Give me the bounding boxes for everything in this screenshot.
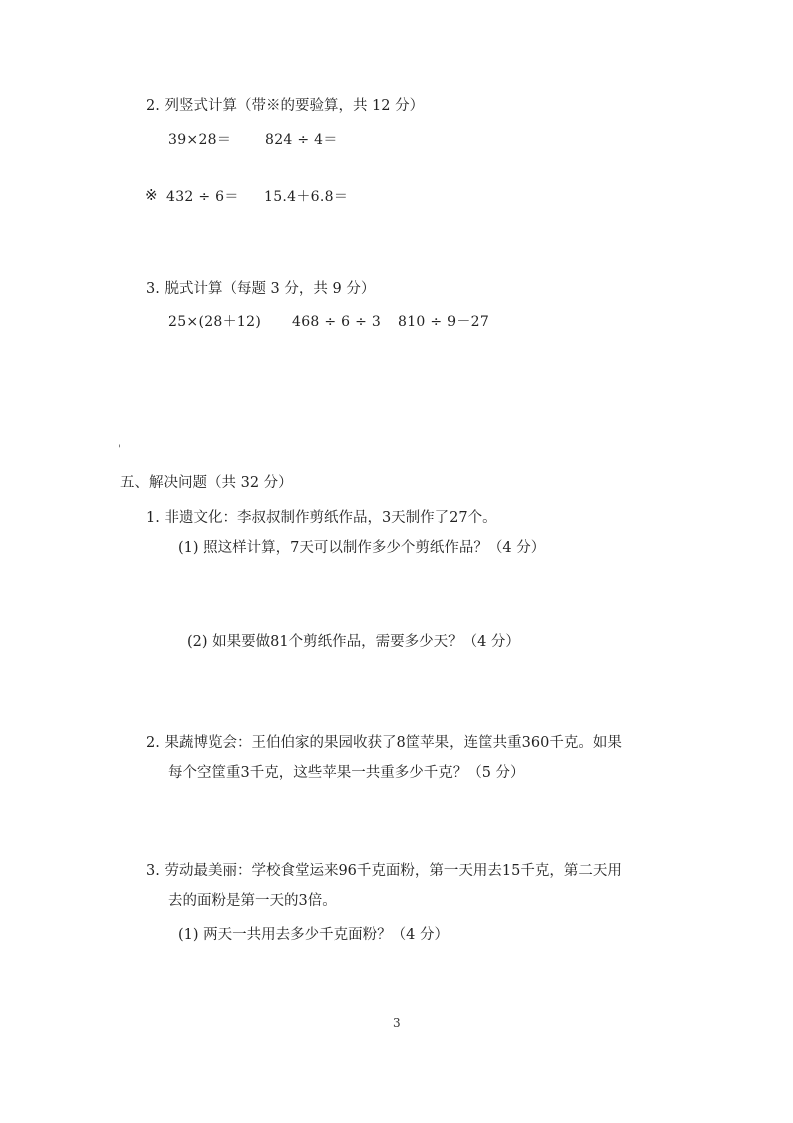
q3-title: 3. 脱式计算（每题 3 分，共 9 分）: [146, 281, 376, 297]
q2-expr-1: 39×28＝: [168, 132, 232, 148]
s5-q3-sub1: (1) 两天一共用去多少千克面粉？（4 分）: [178, 927, 449, 943]
s5-q3-line2: 去的面粉是第一天的3倍。: [168, 893, 337, 909]
q2-title: 2. 列竖式计算（带※的要验算，共 12 分）: [146, 98, 425, 114]
q3-expr-2: 468 ÷ 6 ÷ 3: [292, 314, 382, 330]
stray-mark: ': [118, 444, 121, 455]
q3-expr-1: 25×(28＋12): [168, 314, 262, 330]
q2-expr-3: 432 ÷ 6＝: [166, 189, 239, 205]
verify-mark: ※: [145, 186, 158, 204]
s5-q2-line2: 每个空筐重3千克，这些苹果一共重多少千克？（5 分）: [168, 765, 525, 781]
section5-title: 五、解决问题（共 32 分）: [120, 475, 293, 491]
q2-expr-2: 824 ÷ 4＝: [265, 132, 338, 148]
s5-q3-line1: 3. 劳动最美丽：学校食堂运来96千克面粉，第一天用去15千克，第二天用: [146, 863, 622, 879]
s5-q1-title: 1. 非遗文化：李叔叔制作剪纸作品，3天制作了27个。: [146, 510, 497, 526]
s5-q2-line1: 2. 果蔬博览会：王伯伯家的果园收获了8筐苹果，连筐共重360千克。如果: [146, 735, 622, 751]
s5-q1-sub2: (2) 如果要做81个剪纸作品，需要多少天？（4 分）: [187, 634, 520, 650]
q2-expr-4: 15.4＋6.8＝: [264, 189, 349, 205]
q3-expr-3: 810 ÷ 9－27: [398, 314, 490, 330]
s5-q1-sub1: (1) 照这样计算，7天可以制作多少个剪纸作品？（4 分）: [178, 540, 546, 556]
page-number: 3: [393, 1016, 401, 1030]
